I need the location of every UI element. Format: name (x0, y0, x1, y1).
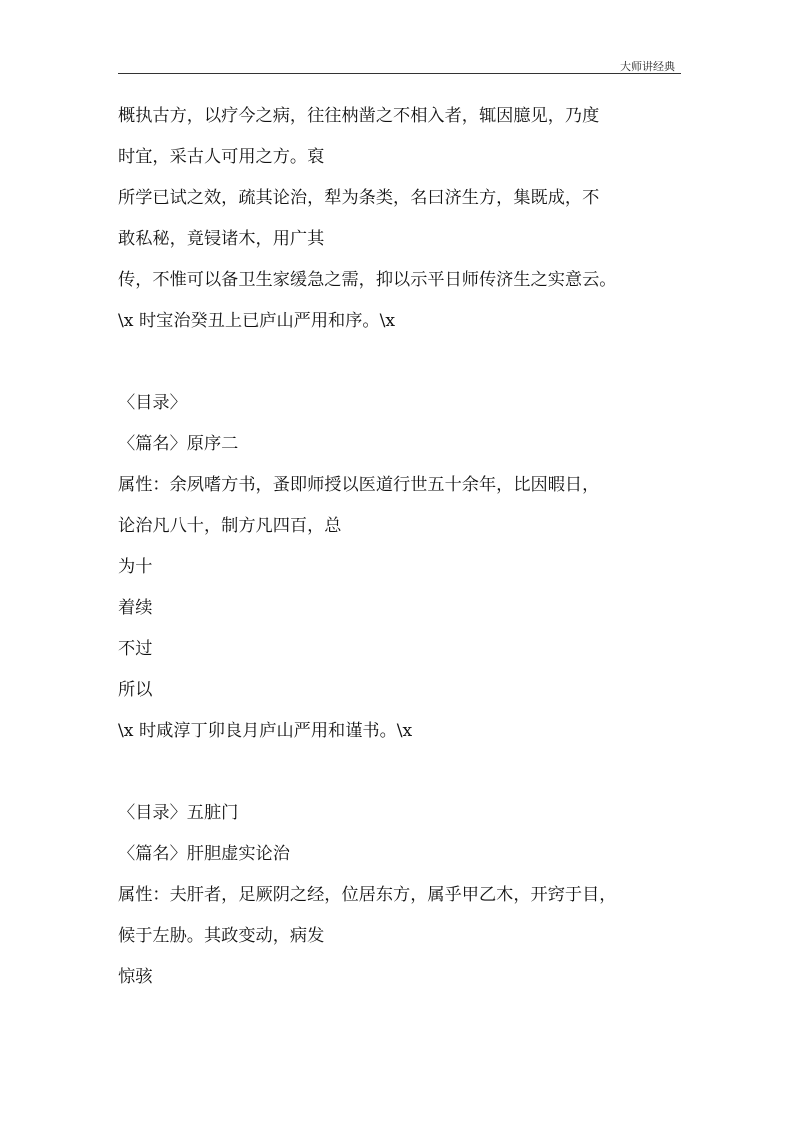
header-title: 大师讲经典 (620, 60, 675, 73)
blank-line (118, 342, 680, 383)
section-title: 〈篇名〉肝胆虚实论治 (118, 844, 290, 864)
text-line: 着续 (118, 598, 153, 618)
section-heading: 〈目录〉 (118, 393, 187, 413)
text-line: 概执古方，以疗今之病，往往枘凿之不相入者，辄因臆见，乃度 (118, 106, 600, 126)
document-body (118, 96, 680, 998)
text-line: 传，不惟可以备卫生家缓急之需，抑以示平日师传济生之实意云。 (118, 270, 617, 290)
text-line: 属性：余夙嗜方书，蚤即师授以医道行世五十余年，比因暇日， (118, 475, 600, 495)
text-line: 敢私秘，竟锓诸木，用广其 (118, 229, 325, 249)
text-line: 论治凡八十，制方凡四百，总 (118, 516, 342, 536)
text-line: 所以 (118, 680, 153, 700)
text-line: \x 时宝治癸丑上已庐山严用和序。\x (118, 311, 396, 331)
section-title: 〈篇名〉原序二 (118, 434, 239, 454)
text-line: \x 时咸淳丁卯良月庐山严用和谨书。\x (118, 721, 413, 741)
text-line: 候于左胁。其政变动，病发 (118, 926, 325, 946)
text-line: 所学已试之效，疏其论治，犁为条类，名曰济生方，集既成，不 (118, 188, 600, 208)
text-line: 时宜，采古人可用之方。裒 (118, 147, 325, 167)
header-divider (118, 73, 681, 74)
text-line: 惊骇 (118, 967, 153, 987)
section-heading: 〈目录〉五脏门 (118, 803, 239, 823)
text-line: 属性：夫肝者，足厥阴之经，位居东方，属乎甲乙木，开窍于目， (118, 885, 617, 905)
text-line: 不过 (118, 639, 153, 659)
blank-line (118, 752, 680, 793)
text-line: 为十 (118, 557, 153, 577)
